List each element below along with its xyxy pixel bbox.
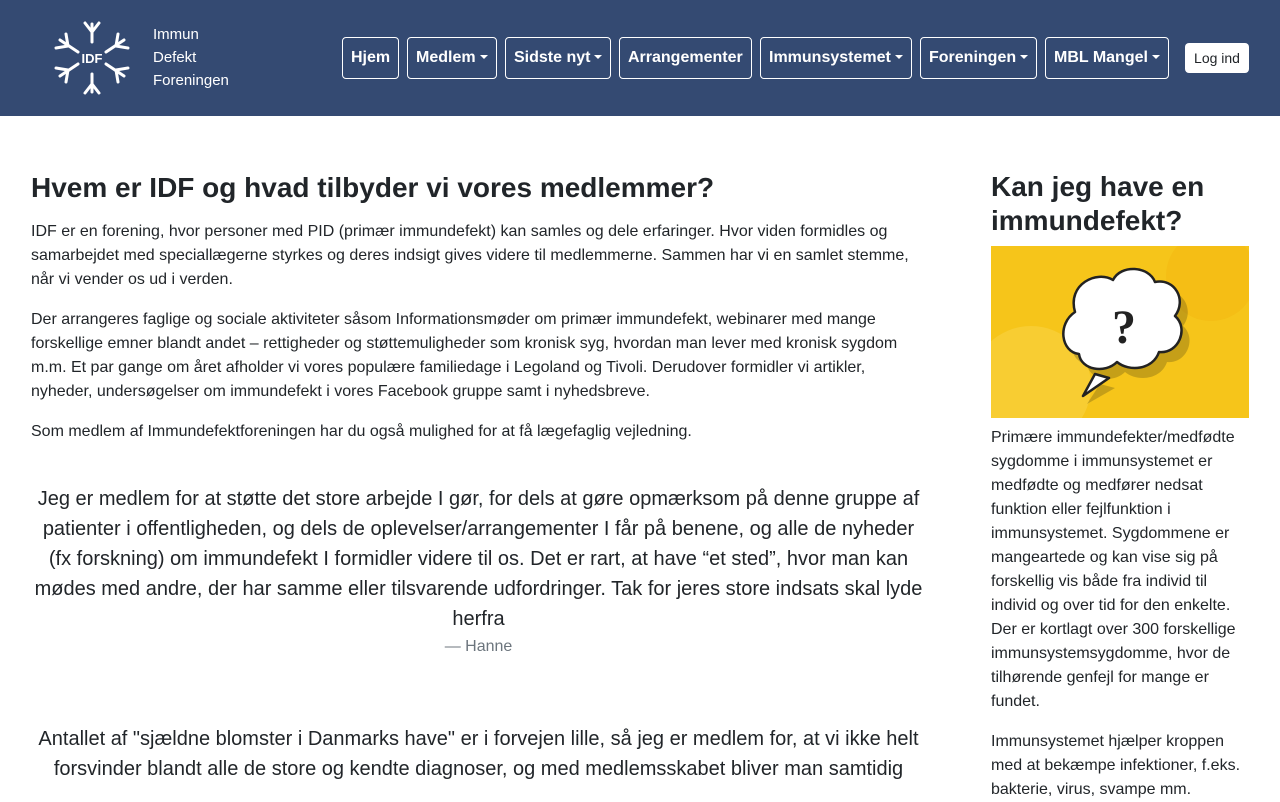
- nav-item-label: MBL Mangel: [1054, 49, 1148, 66]
- caret-down-icon: [594, 55, 602, 59]
- intro-paragraph: IDF er en forening, hvor personer med PID (primær immundefekt) kan samles og dele erfaringer. Hvor viden formidles og samarbejdet med speciallægerne styrkes og deres indsigt gives videre til medlemmerne. Sammen har vi en samlet stemme, når vi vender os ud i verden.: [31, 223, 909, 288]
- nav-item-foreningen[interactable]: [920, 37, 1037, 79]
- nav-item-label: Hjem: [351, 49, 391, 66]
- nav-item-label: Arrangementer: [628, 49, 743, 66]
- sidebar-title: Kan jeg have en immundefekt?: [991, 171, 1205, 236]
- quote-text: Jeg er medlem for at støtte det store arbejde I gør, for dels at gøre opmærksom på denne gruppe af patienter i offentligheden, og dels de oplevelser/arrangementer I får på benene, og alle de nyheder (fx forskning) om immundefekt I formidler videre til os. Det er rart, at have “et sted”, hvor man kan mødes med andre, der har samme eller tilsvarende udfordringer. Tak for jeres store indsats skal lyde herfra: [34, 488, 923, 630]
- question-mark-speech-bubble-icon: [991, 246, 1249, 418]
- nav-item-mbl-mangel[interactable]: [1045, 37, 1169, 79]
- sidebar-paragraph: Primære immundefekter/medfødte sygdomme i immunsystemet er medfødte og medfører nedsat funktion eller fejlfunktion i immunsystemet. Sygdommene er mangeartede og kan vise sig på forskellig vis både fra individ til individ og over tid for den enkelte. Der er kortlagt over 300 forskellige immunsystemsygdomme, hvor de tilhørende genfejl for mange er fundet.: [991, 429, 1236, 710]
- login-button[interactable]: Log ind: [1185, 43, 1249, 73]
- membership-paragraph: Som medlem af Immundefektforeningen har du også mulighed for at få lægefaglig vejledning.: [31, 423, 692, 440]
- testimonial-quote: [31, 724, 926, 784]
- quote-author: — Hanne: [444, 638, 513, 655]
- caret-down-icon: [480, 55, 488, 59]
- main-content: [31, 170, 926, 800]
- page-title: Hvem er IDF og hvad tilbyder vi vores medlemmer?: [31, 172, 715, 203]
- nav-item-sidste-nyt[interactable]: [505, 37, 611, 79]
- testimonial-quote: [31, 484, 926, 659]
- nav-item-arrangementer[interactable]: [619, 37, 752, 79]
- logo-mark-text: IDF: [81, 51, 103, 66]
- nav-item-label: Immunsystemet: [769, 49, 891, 66]
- logo-line-1: Immun: [153, 26, 199, 43]
- logo-wordmark: [153, 23, 229, 92]
- caret-down-icon: [895, 55, 903, 59]
- nav-item-label: Sidste nyt: [514, 49, 591, 66]
- logo-line-3: Foreningen: [153, 72, 229, 89]
- logo-line-2: Defekt: [153, 49, 197, 66]
- nav-item-immunsystemet[interactable]: [760, 37, 912, 79]
- idf-logo-icon: [50, 20, 140, 96]
- nav-item-label: Foreningen: [929, 49, 1017, 66]
- site-header: [0, 0, 1280, 116]
- nav-item-hjem[interactable]: [342, 37, 399, 79]
- nav-item-medlem[interactable]: [407, 37, 497, 79]
- activities-paragraph: Der arrangeres faglige og sociale aktiviteter såsom Informationsmøder om primær immundefekt, webinarer med mange forskellige emner blandt andet – rettigheder og støttemuligheder som kronisk syg, hvordan man lever med kronisk sygdom m.m. Et par gange om året afholder vi vores populære familiedage i Legoland og Tivoli. Derudover formidler vi artikler, nyheder, undersøgelser om immundefekt i vores Facebook gruppe samt i nyhedsbreve.: [31, 311, 898, 400]
- sidebar: [991, 170, 1249, 802]
- nav-item-label: Medlem: [416, 49, 476, 66]
- caret-down-icon: [1152, 55, 1160, 59]
- svg-text:?: ?: [1112, 301, 1136, 354]
- site-logo[interactable]: [50, 20, 240, 96]
- caret-down-icon: [1020, 55, 1028, 59]
- quote-text: Antallet af "sjældne blomster i Danmarks have" er i forvejen lille, så jeg er medlem for, at vi ikke helt forsvinder blandt alle de store og kendte diagnoser, og med medlemsskabet bliver man samtidig: [38, 728, 919, 780]
- sidebar-paragraph: Immunsystemet hjælper kroppen med at bekæmpe infektioner, f.eks. bakterie, virus, svampe mm.: [991, 733, 1241, 798]
